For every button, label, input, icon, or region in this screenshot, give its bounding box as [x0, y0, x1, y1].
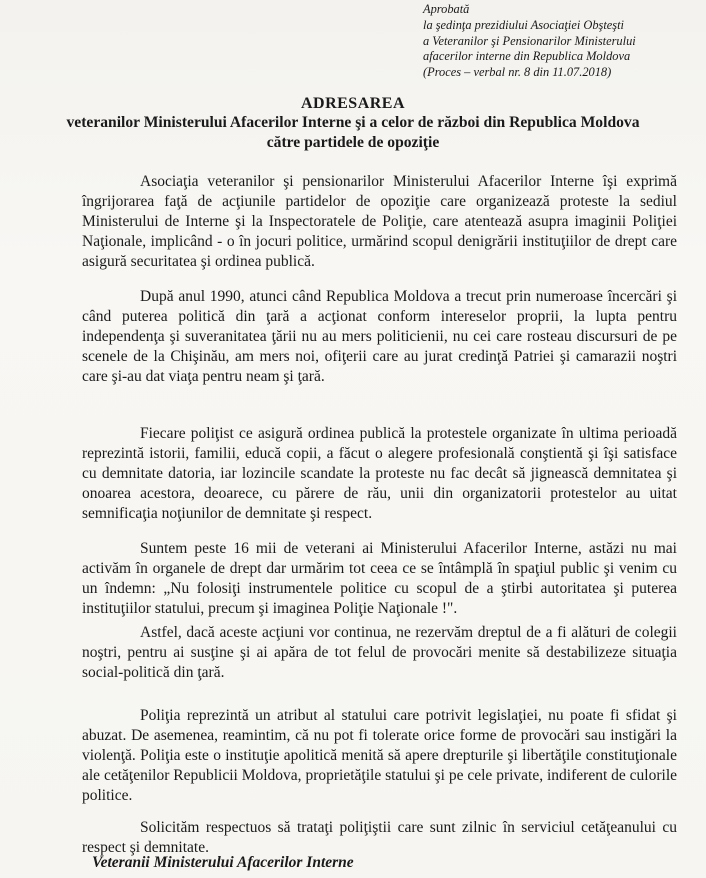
body-paragraph: Solicităm respectuos să trataţi poliţiştii care sunt zilnic în serviciul cetăţeanului cu respect şi demnitate. [82, 819, 677, 856]
body-paragraph: Fiecare poliţist ce asigură ordinea publică la protestele organizate în ultima perioadă reprezintă istorii, familii, educă copii, a făcut o alegere profesională conştientă şi îşi satisface cu demnitate datoria, iar lozincile scandate la proteste nu fac decât să jignească demnitatea şi onoarea acestora, deoarece, cu părere de rău, unii din organizatorii protestelor au uitat semnificaţia noţiunilor de demnitate şi respect. [82, 425, 677, 522]
bleed-through-text [160, 14, 163, 29]
signature-line: Veteranii Ministerului Afacerilor Interne [92, 854, 354, 871]
document-title: ADRESAREA [300, 95, 406, 112]
body-paragraph: Suntem peste 16 mii de veterani ai Ministerului Afacerilor Interne, astăzi nu mai activăm în organele de drept dar urmărim tot ceea ce se întâmplă în spaţiul public şi venim cu un îndemn: „Nu folosiţi instrumentele politice cu scopul de a ştirbi autoritatea şi puterea instituţiilor statului, precum şi imaginea Poliţie Naţionale !". [82, 540, 677, 617]
approval-stamp [423, 2, 703, 81]
approval-line: la şedinţa prezidiului Asociaţiei Obşteşti [423, 17, 624, 32]
approval-line: afacerilor interne din Republica Moldova [423, 49, 631, 64]
body-paragraph: Astfel, dacă aceste acţiuni vor continua, ne rezervăm dreptul de a fi alături de colegii noştri, pentru ai susţine şi ai apăra de tot felul de provocări menite să destabilizeze situaţia social-politică din ţară. [82, 624, 677, 681]
approval-line: Aprobată [423, 2, 470, 16]
document-subtitle: veteranilor Ministerului Afacerilor Interne şi a celor de război din Republica Moldova [66, 114, 640, 131]
body-paragraph: Asociaţia veteranilor şi pensionarilor Ministerului Afacerilor Interne îşi exprimă îngrijorarea faţă de acţiunile partidelor de opoziţie care organizează proteste la sediul Ministerului de Interne şi la Inspectoratele de Poliţie, care atentează asupra imaginii Poliţiei Naţionale, implicând - o în jocuri politice, urmărind scopul denigrării instituţiilor de drept care asigură securitatea şi ordinea publică. [82, 173, 677, 270]
body-paragraph: Poliţia reprezintă un atribut al statului care potrivit legislaţiei, nu poate fi sfidat şi abuzat. De asemenea, reamintim, că nu pot fi tolerate orice forme de provocări sau instigări la violenţă. Poliţia este o instituţie apolitică menită să apere drepturile şi libertăţile constituţionale ale cetăţenilor Republicii Moldova, proprietăţile statului şi pe cele private, indiferent de culorile politice. [82, 707, 677, 804]
document-subtitle: către partidele de opoziţie [266, 134, 440, 151]
approval-line: a Veteranilor şi Pensionarilor Ministerului [423, 33, 636, 48]
approval-line: (Proces – verbal nr. 8 din 11.07.2018) [423, 65, 612, 80]
body-paragraph: După anul 1990, atunci când Republica Moldova a trecut prin numeroase încercări şi când puterea politică din ţară a acţionat conform intereselor proprii, la lupta pentru independenţa şi suveranitatea ţării nu au mers politicienii, nu cei care rosteau discursuri de pe scenele de la Chişinău, am mers noi, ofiţerii care au jurat credinţă Patriei şi camarazii noştri care şi-au dat viaţa pentru neam şi ţară. [82, 288, 677, 385]
